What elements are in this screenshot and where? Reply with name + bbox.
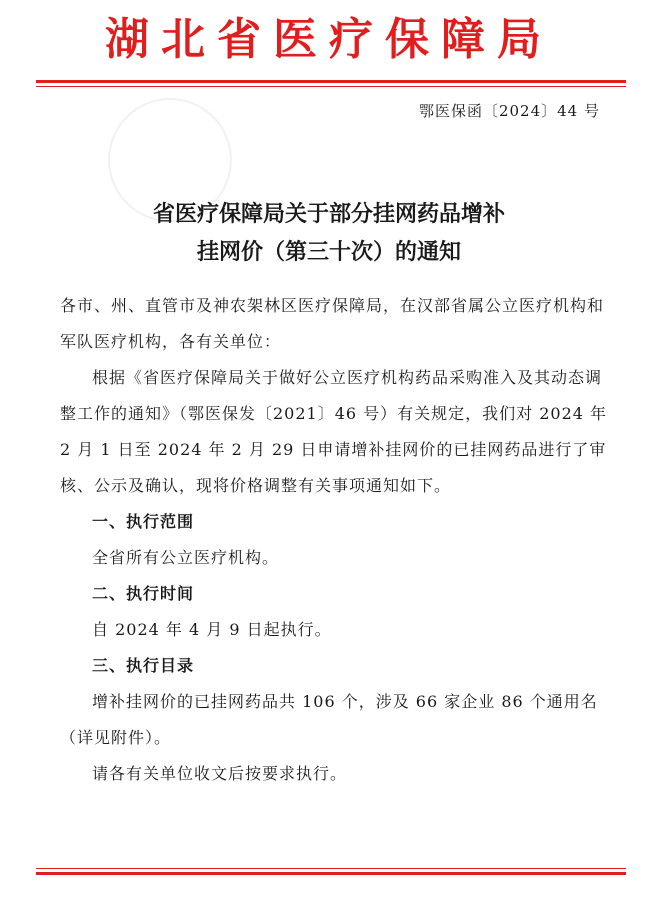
footer-divider-thin	[36, 868, 626, 869]
section-content: 全省所有公立医疗机构。	[92, 548, 280, 567]
section-content: 自 2024 年 4 月 9 日起执行。	[92, 620, 332, 639]
document-body	[60, 288, 610, 792]
recipients-paragraph: 各市、州、直管市及神农架林区医疗保障局，在汉部省属公立医疗机构和军队医疗机构，各有关单位：	[60, 296, 605, 351]
section-heading: 二、执行时间	[92, 584, 195, 603]
document-number: 鄂医保函〔2024〕44 号	[418, 102, 600, 120]
document-title	[60, 196, 598, 272]
title-line-2: 挂网价（第三十次）的通知	[196, 240, 461, 265]
header-divider-thin	[36, 86, 626, 87]
closing-paragraph: 请各有关单位收文后按要求执行。	[92, 764, 348, 783]
title-line-1: 省医疗保障局关于部分挂网药品增补	[152, 202, 505, 227]
footer-divider-thick	[36, 872, 626, 875]
agency-letterhead: 湖北省医疗保障局	[105, 14, 553, 65]
intro-paragraph: 根据《省医疗保障局关于做好公立医疗机构药品采购准入及其动态调整工作的通知》（鄂医保发〔2021〕46 号）有关规定，我们对 2024 年 2 月 1 日至 2024 年 2 月 29 日申请增补挂网价的已挂网药品进行了审核、公示及确认，现将价格调整有关事项通知如下。	[60, 368, 608, 495]
section-content: 增补挂网价的已挂网药品共 106 个，涉及 66 家企业 86 个通用名（详见附件）。	[60, 692, 598, 747]
section-heading: 一、执行范围	[92, 512, 195, 531]
section-heading: 三、执行目录	[92, 656, 195, 675]
header-divider-thick	[36, 80, 626, 83]
